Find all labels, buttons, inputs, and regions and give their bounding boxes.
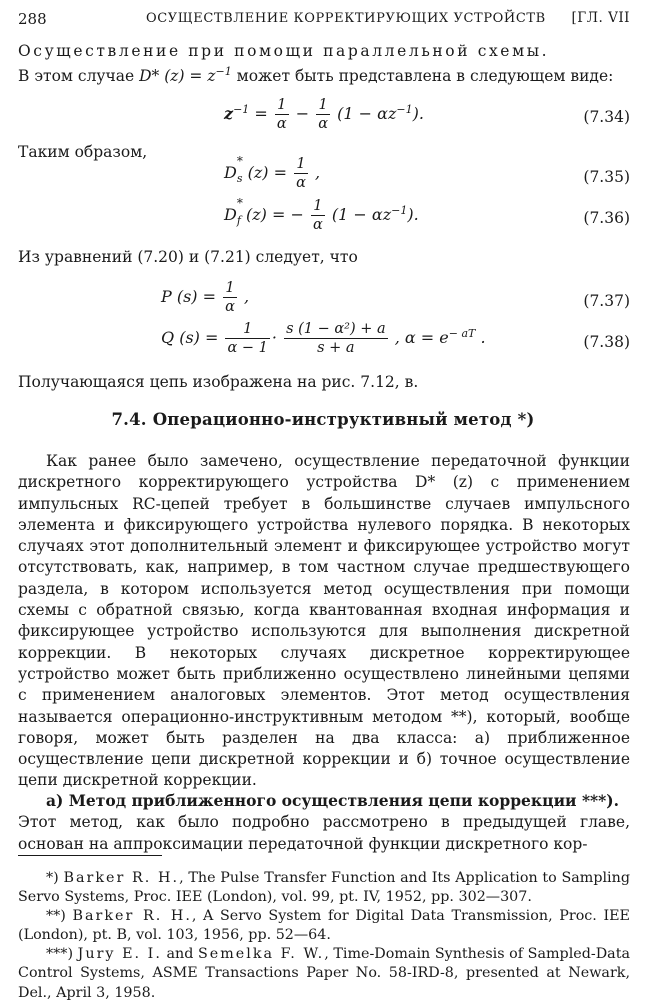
intro-formula: D* (z) = z <box>139 67 216 85</box>
eq-738-tail: . <box>475 328 486 347</box>
intro-formula-exp: −1 <box>215 65 232 78</box>
eq-736-sub: f <box>236 214 241 227</box>
intro-text-c: может быть представлена в следующем виде: <box>231 67 614 85</box>
frac-den: α <box>296 175 306 191</box>
intro-line-2 <box>18 65 630 85</box>
subsection-block <box>18 790 630 855</box>
eq-735-tail: , <box>309 163 321 182</box>
equation-7-37 <box>161 279 249 316</box>
eq-734-frac-1 <box>275 96 289 133</box>
frac-den: α <box>313 217 323 233</box>
equation-7-34: $z^{-1}$ = $\frac{1}{\alpha}$ − $\frac{1}{\alpha}$ $(1 - \alpha z^{-1})$. <box>224 97 424 132</box>
subsection-heading-text: а) Метод приближенного осуществления цепи коррекции ***). <box>46 791 620 810</box>
eq-734-lhs-exp: −1 <box>233 103 250 116</box>
eq-736-sup: * <box>236 196 243 210</box>
frac-num: 1 <box>294 155 308 174</box>
footnote-rule <box>18 855 162 856</box>
eq-738-mid-exp: − aT <box>448 327 476 340</box>
frac-den: α <box>318 116 329 132</box>
eq-734-lhs: z <box>224 104 234 123</box>
result-line: Получающаяся цепь изображена на рис. 7.12, в. <box>18 373 419 391</box>
eq-number-7-37: (7.37) <box>583 292 630 310</box>
page-number: 288 <box>18 10 47 28</box>
eq-number-7-36: (7.36) <box>583 209 630 227</box>
frac-num: 1 <box>311 197 325 216</box>
frac-num: s (1 − α²) + a <box>286 321 386 337</box>
eq-734-tail-end: ). <box>412 104 424 123</box>
eq-734-tail-exp: −1 <box>396 103 413 116</box>
eq-735-arg: (z) = <box>247 163 287 182</box>
frac-num: 1 <box>275 96 289 115</box>
frac-den: α <box>225 299 235 315</box>
eq-736-tail: (1 − αz <box>331 205 392 224</box>
intro-line-1: Осуществление при помощи параллельной схемы. <box>18 42 550 60</box>
eq-735-frac <box>294 155 308 192</box>
eq-735-lhs: D <box>224 163 237 182</box>
footnote-author: Jury E. I. <box>77 946 162 962</box>
equation-7-35 <box>224 155 320 192</box>
footnote-mark: **) <box>46 908 73 924</box>
footnote-author-2: Semelka F. W. <box>197 946 325 962</box>
eq-738-mid: , α = e <box>389 328 449 347</box>
eq-736-tail-end: ). <box>407 205 419 224</box>
from-equations-line: Из уравнений (7.20) и (7.21) следует, что <box>18 248 358 266</box>
section-title: 7.4. Операционно-инструктивный метод *) <box>111 410 535 429</box>
equation-7-38 <box>161 320 486 357</box>
frac-num: 1 <box>223 279 237 298</box>
eq-735-sup: * <box>236 154 243 168</box>
frac-num: 1 <box>316 96 330 115</box>
footnote-mark: ***) <box>46 946 78 962</box>
footnote-text: , Time-Domain Synthesis of Sampled-Data Control Systems, ASME Transactions Paper No. 58-IRD-8, presented at Newark, Del., April 3, 1958. <box>18 946 630 1001</box>
frac-den: s + a <box>317 340 355 356</box>
equation-7-36 <box>224 197 419 234</box>
footnote-mid: and <box>161 946 198 962</box>
footnote-author: Barker R. H. <box>63 870 180 886</box>
eq-737-lhs: P (s) = <box>161 287 217 306</box>
eq-738-lhs: Q (s) = <box>161 328 219 347</box>
running-title: ОСУЩЕСТВЛЕНИЕ КОРРЕКТИРУЮЩИХ УСТРОЙСТВ <box>146 11 546 26</box>
eq-736-arg: (z) = − <box>246 205 304 224</box>
frac-den: α <box>276 116 287 132</box>
footnote-3 <box>18 945 630 1003</box>
running-header <box>18 10 630 32</box>
eq-737-frac <box>223 279 237 316</box>
eq-736-frac <box>311 197 325 234</box>
eq-number-7-38: (7.38) <box>583 333 630 351</box>
eq-734-tail: (1 − αz <box>337 104 397 123</box>
chapter-label: [ГЛ. VII <box>571 10 630 26</box>
subsection-text: Этот метод, как было подробно рассмотрено в предыдущей главе, основан на аппроксимации передаточной функции дискретного кор- <box>18 813 630 853</box>
eq-number-7-35: (7.35) <box>583 168 630 186</box>
footnote-1 <box>18 869 630 908</box>
subsection-heading <box>18 790 630 812</box>
frac-num: 1 <box>225 320 269 339</box>
footnote-text: , A Servo System for Digital Data Transmission, Proc. IEE (London), pt. B, vol. 103, 1956, pp. 52—64. <box>18 908 630 944</box>
eq-738-frac-1 <box>225 320 269 357</box>
thus-line: Таким образом, <box>18 143 148 161</box>
footnote-2 <box>18 907 630 946</box>
eq-736-lhs: D <box>224 205 237 224</box>
eq-number-7-34: (7.34) <box>583 108 630 126</box>
intro-text-a: В этом случае <box>18 67 140 85</box>
body-paragraph: Как ранее было замечено, осуществление передаточной функции дискретного корректирующего устройства D* (z) с применением импульсных RC-цепей требует в большинстве случаев импульсного элемента и фиксирующего устройства нулевого порядка. В некоторых случаях этот дополнительный элемент и фиксирующее устройство могут отсутствовать, как, например, в том частном случае предшествующего раздела, в котором используется метод осуществления при помощи схемы с обратной связью, когда квантованная входная информация и фиксирующее устройство используются для выполнения дискретной коррекции. В некоторых случаях дискретное корректирующее устройство может быть приближенно осуществлено линейными цепями с применением аналоговых элементов. Этот метод осуществления называется операционно-инструктивным методом **), который, вообще говоря, может быть разделен на два класса: а) приближенное осуществление цепи дискретной коррекции и б) точное осуществление цепи дискретной коррекции. <box>18 452 630 790</box>
footnote-mark: *) <box>46 870 64 886</box>
eq-735-sub: s <box>236 172 243 185</box>
footnote-text: , The Pulse Transfer Function and Its Application to Sampling Servo Systems, Proc. IEE (London), vol. 99, pt. IV, 1952, pp. 302—307. <box>18 870 630 906</box>
footnote-author: Barker R. H. <box>72 908 192 924</box>
eq-738-frac-2 <box>284 320 388 357</box>
frac-den: α − 1 <box>227 340 268 356</box>
eq-736-tail-exp: −1 <box>391 204 408 217</box>
eq-734-frac-2 <box>316 96 330 133</box>
eq-738-dot: · <box>271 328 277 347</box>
eq-737-tail: , <box>238 287 250 306</box>
